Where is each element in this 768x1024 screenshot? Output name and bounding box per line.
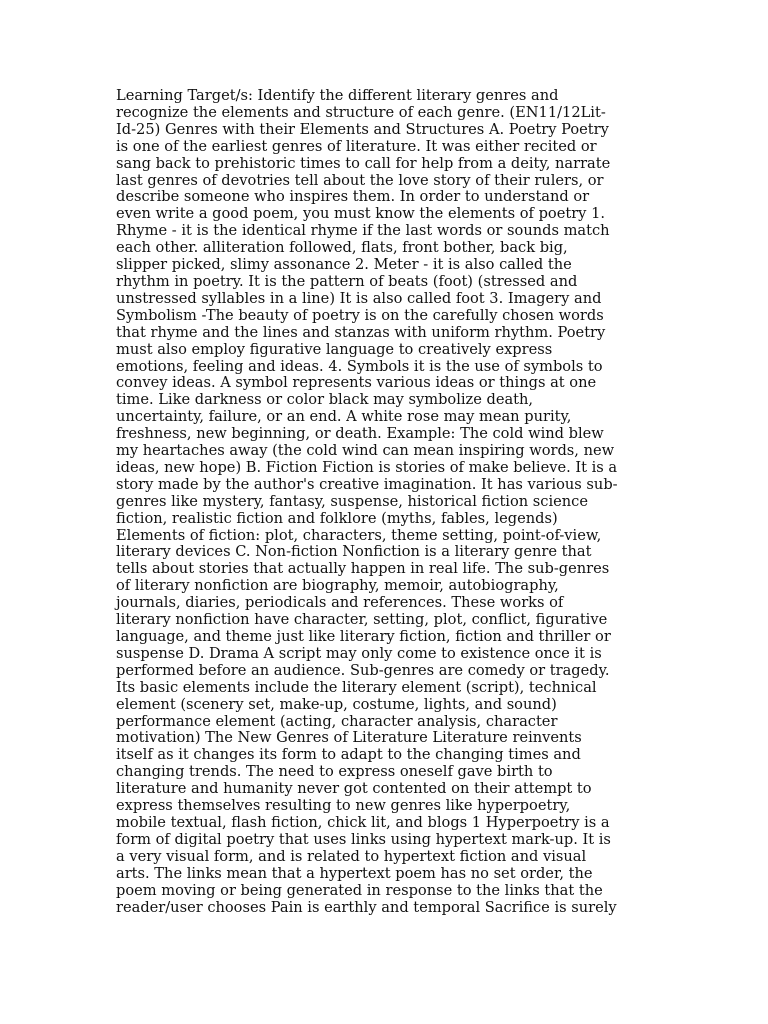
text-line: my heartaches away (the cold wind can mean inspiring words, new — [116, 442, 615, 460]
text-line: literary devices C. Non-fiction Nonfiction is a literary genre that — [116, 543, 592, 561]
text-line: poem moving or being generated in response to the links that the — [116, 881, 603, 899]
text-line: slipper picked, slimy assonance 2. Meter - it is also called the — [116, 256, 572, 274]
text-line: time. Like darkness or color black may symbolize death, — [116, 391, 534, 409]
text-line: performance element (acting, character analysis, character — [116, 712, 558, 730]
text-line: of literary nonfiction are biography, memoir, autobiography, — [116, 577, 559, 595]
text-line: journals, diaries, periodicals and references. These works of — [116, 594, 564, 612]
text-line: fiction, realistic fiction and folklore (myths, fables, legends) — [116, 509, 558, 527]
text-line: mobile textual, flash fiction, chick lit, and blogs 1 Hyperpoetry is a — [116, 813, 610, 831]
text-line: recognize the elements and structure of each genre. (EN11/12Lit- — [116, 103, 606, 121]
text-line: that rhyme and the lines and stanzas with uniform rhythm. Poetry — [116, 323, 606, 341]
text-line: each other. alliteration followed, flats, front bother, back big, — [116, 239, 568, 257]
text-line: Symbolism -The beauty of poetry is on the carefully chosen words — [116, 306, 604, 324]
text-line: unstressed syllables in a line) It is also called foot 3. Imagery and — [116, 289, 602, 307]
text-line: Rhyme - it is the identical rhyme if the last words or sounds match — [116, 222, 610, 240]
text-line: express themselves resulting to new genres like hyperpoetry, — [116, 797, 571, 815]
text-line: a very visual form, and is related to hypertext fiction and visual — [116, 847, 587, 865]
text-line: form of digital poetry that uses links using hypertext mark-up. It is — [116, 830, 611, 848]
text-line: freshness, new beginning, or death. Example: The cold wind blew — [116, 425, 604, 443]
text-line: Its basic elements include the literary element (script), technical — [116, 678, 597, 696]
text-line: changing trends. The need to express oneself gave birth to — [116, 763, 553, 781]
text-line: performed before an audience. Sub-genres are comedy or tragedy. — [116, 661, 610, 679]
text-line: reader/user chooses Pain is earthly and temporal Sacrifice is surely — [116, 898, 617, 916]
text-line: rhythm in poetry. It is the pattern of beats (foot) (stressed and — [116, 272, 578, 290]
text-line: literature and humanity never got contented on their attempt to — [116, 780, 592, 798]
text-line: last genres of devotries tell about the love story of their rulers, or — [116, 171, 604, 189]
body-text — [116, 88, 656, 916]
text-line: is one of the earliest genres of literature. It was either recited or — [116, 137, 597, 155]
text-line: language, and theme just like literary fiction, fiction and thriller or — [116, 628, 611, 645]
text-line: story made by the author's creative imagination. It has various sub- — [116, 475, 618, 493]
text-line: suspense D. Drama A script may only come to existence once it is — [116, 644, 602, 662]
text-line: convey ideas. A symbol represents various ideas or things at one — [116, 374, 597, 392]
text-line: element (scenery set, make-up, costume, lights, and sound) — [116, 695, 557, 713]
text-line: arts. The links mean that a hypertext poem has no set order, the — [116, 864, 593, 882]
text-line: ideas, new hope) B. Fiction Fiction is stories of make believe. It is a — [116, 458, 618, 476]
text-line: literary nonfiction have character, setting, plot, conflict, figurative — [116, 611, 608, 629]
text-line: genres like mystery, fantasy, suspense, historical fiction science — [116, 492, 588, 510]
text-line: Id-25) Genres with their Elements and Structures A. Poetry Poetry — [116, 120, 609, 138]
text-line: tells about stories that actually happen in real life. The sub-genres — [116, 560, 610, 578]
text-line: must also employ figurative language to creatively express — [116, 340, 553, 358]
text-line: sang back to prehistoric times to call for help from a deity, narrate — [116, 154, 611, 172]
text-line: motivation) The New Genres of Literature Literature reinvents — [116, 729, 582, 747]
text-line: uncertainty, failure, or an end. A white rose may mean purity, — [116, 408, 572, 426]
text-line: describe someone who inspires them. In order to understand or — [116, 188, 590, 206]
text-line: emotions, feeling and ideas. 4. Symbols it is the use of symbols to — [116, 357, 603, 375]
text-line: even write a good poem, you must know the elements of poetry 1. — [116, 205, 605, 223]
text-line: Learning Target/s: Identify the different literary genres and — [116, 87, 559, 104]
text-line: itself as it changes its form to adapt to the changing times and — [116, 746, 581, 764]
text-line: Elements of fiction: plot, characters, theme setting, point-of-view, — [116, 526, 602, 544]
